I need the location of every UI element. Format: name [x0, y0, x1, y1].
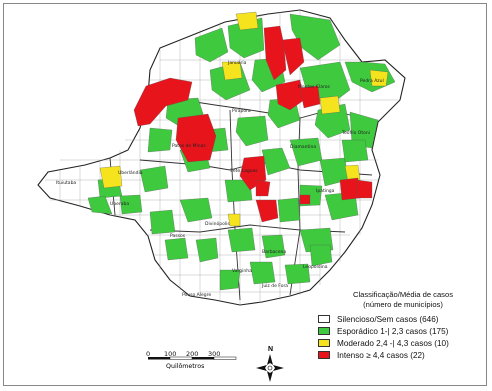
place-label: Montes Claros: [298, 85, 330, 90]
place-label: Januária: [228, 61, 247, 66]
place-label: Juiz de Fora: [262, 284, 289, 289]
scale-tick-label: 300: [208, 350, 221, 358]
legend-title-line1: Classificação/Média de casos: [352, 290, 454, 299]
place-label: Passos: [170, 234, 186, 239]
place-label: Pouso Alegre: [182, 293, 212, 298]
place-label: Barbacena: [262, 250, 287, 255]
map-legend: [318, 290, 488, 361]
place-label: Pedra Azul: [360, 79, 384, 84]
legend-swatch: [318, 339, 330, 347]
legend-item-moderado: [318, 337, 488, 349]
scale-unit-label: Quilômetros: [166, 363, 205, 370]
place-label: Sete Lagoas: [230, 169, 258, 174]
scale-tick-label: 0: [146, 350, 151, 358]
place-label: Pirapora: [232, 109, 251, 114]
place-label: Patos de Minas: [172, 144, 206, 149]
legend-swatch: [318, 327, 330, 335]
legend-swatch: [318, 351, 330, 359]
place-label: Ituiutaba: [56, 181, 77, 186]
legend-title: [318, 290, 488, 310]
legend-label: Intenso ≥ 4,4 casos (22): [337, 350, 425, 360]
scale-tick-label: 100: [164, 350, 177, 358]
scale-bar-labels: [142, 350, 252, 374]
legend-item-intenso: [318, 349, 488, 361]
place-label: Uberaba: [110, 202, 130, 207]
scale-tick-label: 200: [186, 350, 199, 358]
legend-swatch: [318, 315, 330, 323]
place-label: Divinópolis: [205, 222, 230, 227]
legend-title-line2: (número de municípios): [363, 300, 443, 309]
legend-label: Moderado 2,4 -| 4,3 casos (10): [337, 338, 449, 348]
legend-item-silencioso: [318, 313, 488, 325]
place-label: Leopoldina: [303, 265, 328, 270]
place-label: Ipatinga: [316, 189, 335, 194]
place-label: Teófilo Otoni: [342, 131, 370, 136]
north-arrow: [256, 354, 284, 382]
legend-label: Esporádico 1-| 2,3 casos (175): [337, 326, 449, 336]
legend-item-esporadico: [318, 325, 488, 337]
legend-label: Silencioso/Sem casos (646): [337, 314, 439, 324]
place-label: Diamantina: [290, 145, 317, 150]
place-label: Uberlândia: [118, 171, 143, 176]
place-label: Varginha: [232, 269, 252, 274]
north-label: N: [268, 346, 274, 353]
